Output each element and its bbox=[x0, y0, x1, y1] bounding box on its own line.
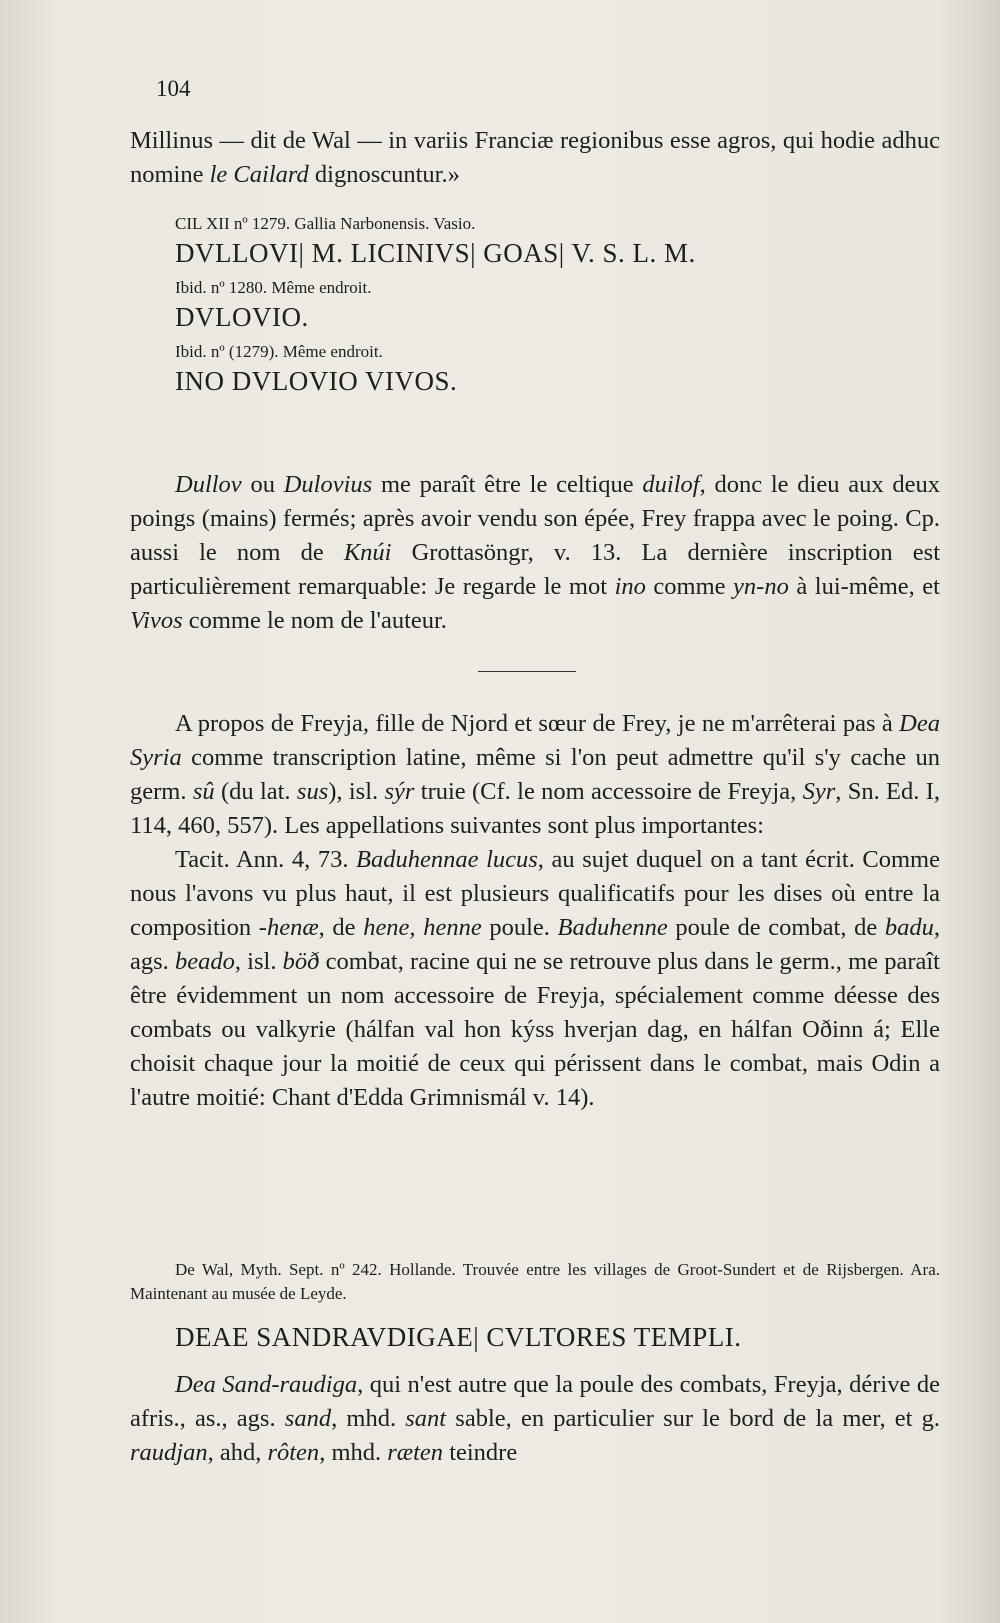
italic-term: Dulovius bbox=[283, 471, 373, 498]
italic-term: ino bbox=[614, 573, 646, 600]
italic-term: sû bbox=[192, 778, 215, 805]
quote-continuation bbox=[130, 124, 940, 192]
italic-term: ræten bbox=[387, 1439, 444, 1466]
body-paragraph: Tacit. Ann. 4, 73. Baduhennae lucus, au sujet duquel on a tant écrit. Comme nous l'avons vu plus haut, il est plusieurs qualificatifs pour les dises où entre la composition -henæ, de hene, henne poule. Baduhenne poule de combat, de badu, ags. beado, isl. böð combat, racine qui ne se retrouve plus dans le germ., me paraît être évidemment un nom accessoire de Freyja, spécialement comme déesse des combats ou valkyrie (hálfan val hon kýss hverjan dag, en hálfan Oðinn á; Elle choisit chaque jour la moitié de ceux qui périssent dans le combat, mais Odin a l'autre moitié: Chant d'Edda Grimnismál v. 14). bbox=[130, 846, 941, 1111]
italic-term: Vivos bbox=[130, 607, 183, 634]
italic-term: -henæ bbox=[258, 914, 319, 941]
italic-term: hene, henne bbox=[363, 914, 482, 941]
italic-term: Dea Sand-raudiga bbox=[175, 1371, 358, 1398]
inscription-text: DVLOVIO. bbox=[175, 302, 309, 332]
inscription-text: INO DVLOVIO VIVOS. bbox=[175, 366, 458, 396]
section-divider bbox=[478, 671, 576, 672]
italic-term: böð bbox=[282, 948, 320, 975]
italic-term: Baduhennae lucus bbox=[356, 846, 538, 873]
body-paragraph: A propos de Freyja, fille de Njord et sœur de Frey, je ne m'arrêterai pas à Dea Syria comme transcription latine, même si l'on peut admettre qu'il s'y cache un germ. sû (du lat. sus), isl. sýr truie (Cf. le nom accessoire de Freyja, Syr, Sn. Ed. I, 114, 460, 557). Les appellations suivantes sont plus importantes: bbox=[130, 710, 941, 839]
source-reference: De Wal, Myth. Sept. nº 242. Hollande. Trouvée entre les villages de Groot-Sundert et de Rijsbergen. Ara. Maintenant au musée de Leyde. bbox=[130, 1260, 940, 1303]
italic-term: sand bbox=[284, 1405, 332, 1432]
italic-term: sant bbox=[405, 1405, 447, 1432]
quote-text: dignoscuntur.» bbox=[308, 161, 460, 188]
source-reference: Ibid. nº (1279). Même endroit. bbox=[175, 342, 383, 361]
italic-term: sus bbox=[296, 778, 329, 805]
body-paragraph: Dea Sand-raudiga, qui n'est autre que la poule des combats, Freyja, dérive de afris., as., ags. sand, mhd. sant sable, en particulier sur le bord de la mer, et g. raudjan, ahd, rôten, mhd. ræten teindre bbox=[130, 1371, 941, 1466]
page-number: 104 bbox=[156, 76, 191, 101]
body-paragraph: Dullov ou Dulovius me paraît être le celtique duilof, donc le dieu aux deux poings (mains) fermés; après avoir vendu son épée, Frey frappa avec le poing. Cp. aussi le nom de Knúi Grottasöngr, v. 13. La dernière inscription est particulièrement remarquable: Je regarde le mot ino comme yn-no à lui-même, et Vivos comme le nom de l'auteur. bbox=[130, 471, 940, 634]
source-reference: CIL XII nº 1279. Gallia Narbonensis. Vasio. bbox=[175, 214, 476, 233]
quote-italic: le Cailard bbox=[209, 161, 309, 188]
paragraph-dullov bbox=[130, 468, 940, 638]
italic-term: sýr bbox=[384, 778, 415, 805]
inscription-sandraudiga bbox=[130, 1258, 940, 1470]
italic-term: rôten bbox=[267, 1439, 320, 1466]
quote-text: qui hodie adhuc nomine bbox=[130, 127, 941, 188]
italic-term: Dullov bbox=[175, 471, 242, 498]
inscription-text: DEAE SANDRAVDIGAE| CVLTORES TEMPLI. bbox=[175, 1322, 742, 1352]
italic-term: duilof bbox=[642, 471, 700, 498]
italic-term: Syr bbox=[802, 778, 836, 805]
italic-term: Knúi bbox=[343, 539, 392, 566]
italic-term: badu bbox=[884, 914, 934, 941]
paragraph-freyja bbox=[130, 707, 940, 1115]
italic-term: Dea Syria bbox=[130, 710, 940, 771]
inscription-text: DVLLOVI| M. LICINIVS| GOAS| V. S. L. M. bbox=[175, 238, 696, 268]
italic-term: Baduhenne bbox=[557, 914, 668, 941]
italic-term: beado bbox=[174, 948, 235, 975]
quote-text: Millinus — dit de Wal — in variis Franciæ regionibus esse agros, bbox=[130, 127, 777, 154]
source-reference: Ibid. nº 1280. Même endroit. bbox=[175, 278, 372, 297]
italic-term: raudjan bbox=[130, 1439, 208, 1466]
italic-term: yn-no bbox=[733, 573, 789, 600]
inscriptions-section bbox=[130, 212, 940, 398]
quote-paragraph bbox=[130, 124, 940, 192]
